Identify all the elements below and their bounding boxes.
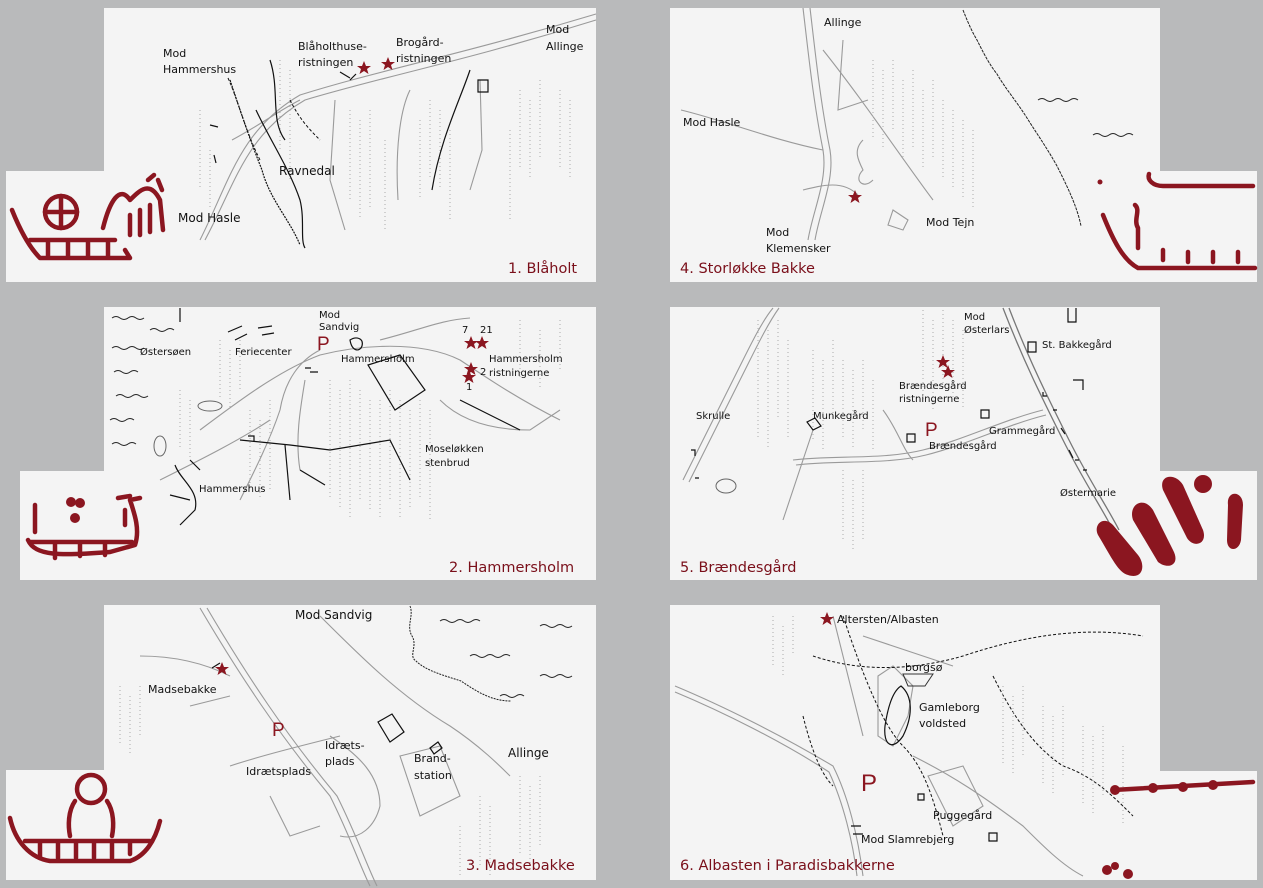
label-feriecenter: Feriecenter (235, 347, 292, 358)
parking-marker: P (272, 720, 285, 741)
label-mod-klemensker: Klemensker (766, 242, 831, 255)
label-braendesgaard: Brændesgård (929, 441, 997, 452)
label-gamleborg: Gamleborg (919, 701, 980, 714)
label-oestersoeen: Østersøen (140, 347, 192, 358)
label-braendesgaard-rist: ristningerne (899, 394, 960, 405)
label-ravnedal: Ravnedal (279, 164, 335, 178)
label-hammersholm: Hammersholm (341, 354, 415, 365)
map-madsebakke (0, 596, 600, 888)
label-munkegaard: Munkegård (813, 411, 869, 422)
label-mod-hammershus: Hammershus (163, 63, 237, 76)
panel-title: 3. Madsebakke (466, 858, 575, 874)
label-idraetsplads-2: plads (325, 755, 355, 768)
label-mod-slamrebjerg: Mod Slamrebjerg (861, 833, 955, 846)
map-panel-hammersholm (0, 300, 600, 590)
map-panel-storloekke-bakke (663, 0, 1263, 290)
label-idraetsplads-2: Idræts- (325, 739, 365, 752)
map-panel-blaaholt (0, 0, 600, 290)
map-storloekke-bakke (663, 0, 1263, 290)
label-brandstation: station (414, 769, 452, 782)
label-allinge: Allinge (824, 16, 862, 29)
label-num-1: 1 (466, 382, 473, 393)
label-blaaholt: ristningen (298, 56, 354, 69)
label-moseloekken: stenbrud (425, 458, 470, 469)
label-hammershus: Hammershus (199, 484, 266, 495)
label-gamleborg: voldsted (919, 717, 967, 730)
map-panel-madsebakke (0, 596, 600, 888)
label-puggegaard: Puggegård (933, 809, 993, 822)
label-altersten: Altersten/Albasten (837, 613, 939, 626)
label-idraetsplads: Idrætsplads (246, 765, 312, 778)
panel-title: 2. Hammersholm (449, 560, 575, 576)
panel-title: 5. Brændesgård (680, 560, 797, 576)
label-num-2: 2 (480, 367, 487, 378)
map-panel-braendesgaard (663, 300, 1263, 590)
label-mod-allinge: Mod (546, 23, 570, 36)
label-mod-hasle: Mod Hasle (683, 116, 741, 129)
label-borgsoe: borgsø (905, 661, 943, 674)
panel-title: 4. Storløkke Bakke (680, 261, 815, 277)
map-albasten (663, 596, 1263, 888)
label-mod-allinge: Allinge (546, 40, 584, 53)
label-mod-sandvig: Sandvig (319, 322, 360, 333)
map-braendesgaard (663, 300, 1263, 590)
label-skrulle: Skrulle (696, 411, 731, 422)
map-hammersholm (0, 300, 600, 590)
label-mod-sandvig: Mod (319, 310, 341, 321)
label-num-7: 7 (462, 325, 469, 336)
label-mod-oesterlars: Mod (964, 312, 986, 323)
label-oestermarie: Østermarie (1060, 488, 1117, 499)
map-panel-albasten (663, 596, 1263, 888)
label-allinge: Allinge (508, 746, 549, 760)
label-brandstation: Brand- (414, 752, 451, 765)
label-num-21: 21 (480, 325, 493, 336)
label-braendesgaard-rist: Brændesgård (899, 381, 967, 392)
parking-marker: P (317, 334, 330, 355)
label-hammersholm-rist: ristningerne (489, 368, 550, 379)
label-brogaard: ristningen (396, 52, 452, 65)
label-mod-oesterlars: Østerlars (964, 325, 1010, 336)
label-hammersholm-rist: Hammersholm (489, 354, 563, 365)
label-mod-hasle: Mod Hasle (178, 211, 241, 225)
label-blaaholt: Blåholthuse- (298, 40, 367, 53)
parking-marker: P (925, 420, 938, 441)
label-grammegaard: Grammegård (989, 426, 1056, 437)
label-madsebakke: Madsebakke (148, 683, 217, 696)
panel-title: 6. Albasten i Paradisbakkerne (680, 858, 895, 874)
panel-title: 1. Blåholt (508, 261, 578, 277)
label-moseloekken: Moseløkken (425, 444, 484, 455)
map-blaaholt (0, 0, 600, 290)
label-mod-tejn: Mod Tejn (926, 216, 975, 229)
label-brogaard: Brogård- (396, 36, 444, 49)
label-mod-klemensker: Mod (766, 226, 790, 239)
label-mod-sandvig: Mod Sandvig (295, 608, 373, 622)
label-mod-hammershus: Mod (163, 47, 187, 60)
parking-marker: P (861, 770, 878, 797)
label-st-bakkegaard: St. Bakkegård (1042, 340, 1112, 351)
